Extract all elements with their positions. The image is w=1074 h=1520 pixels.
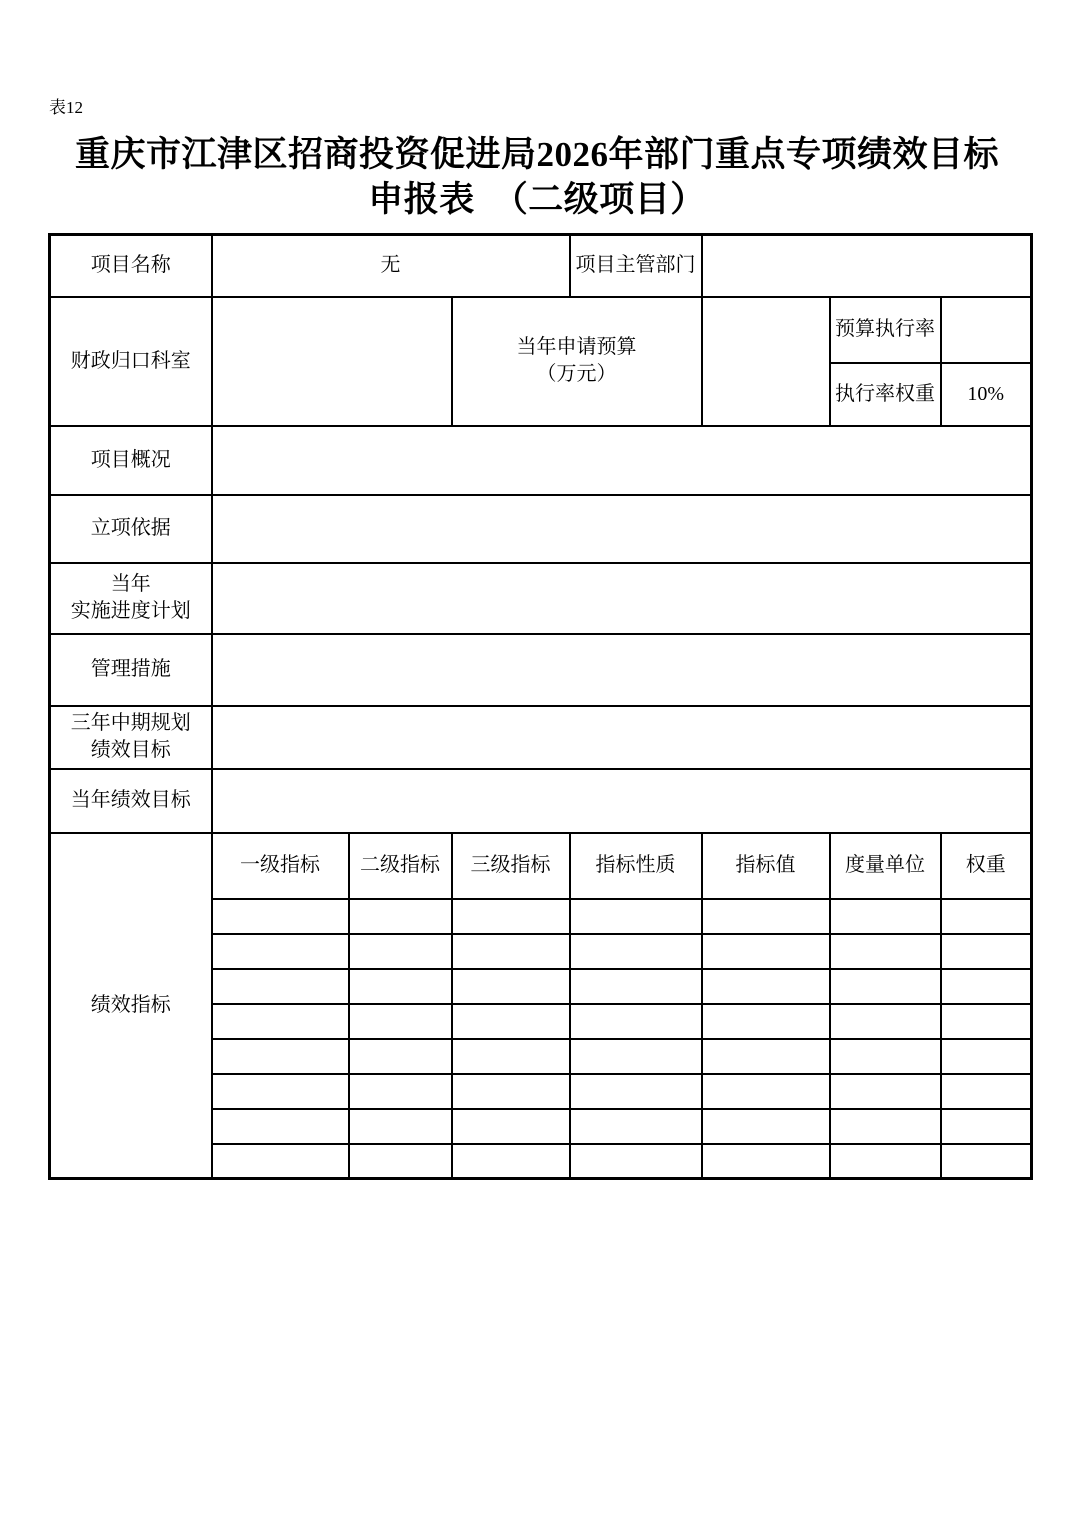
indicator-empty-cell (349, 1004, 452, 1039)
project-overview-value-cell (212, 426, 1032, 495)
annual-budget-label-line2: （万元） (536, 363, 617, 385)
indicator-empty-cell (941, 899, 1032, 934)
indicator-empty-cell (349, 1074, 452, 1109)
indicator-empty-cell (212, 1109, 349, 1144)
indicator-empty-cell (452, 899, 570, 934)
indicator-empty-cell (212, 1039, 349, 1074)
table-number-tag: 表12 (49, 98, 83, 117)
row-finance-budget-top (50, 297, 1032, 363)
indicator-empty-cell (702, 1004, 830, 1039)
indicator-empty-cell (570, 1144, 702, 1179)
annual-budget-label-line1: 当年申请预算 (516, 336, 637, 358)
indicator-col-header-level3: 三级指标 (452, 833, 570, 899)
indicator-empty-cell (941, 1109, 1032, 1144)
project-basis-value-cell (212, 495, 1032, 563)
indicator-empty-cell (830, 1074, 941, 1109)
annual-performance-goal-value-cell (212, 769, 1032, 833)
indicator-empty-cell (941, 1144, 1032, 1179)
indicator-empty-cell (452, 969, 570, 1004)
annual-budget-value-cell (702, 297, 830, 426)
indicator-empty-cell (941, 1004, 1032, 1039)
indicator-empty-cell (941, 969, 1032, 1004)
indicator-empty-cell (830, 969, 941, 1004)
supervising-department-value-cell (702, 235, 1032, 297)
row-project-overview (50, 426, 1032, 495)
row-midterm-plan-goals (50, 706, 1032, 769)
indicator-empty-cell (212, 1074, 349, 1109)
row-annual-schedule (50, 563, 1032, 634)
midterm-plan-goals-label-line1: 三年中期规划 (70, 712, 191, 734)
indicator-col-header-weight: 权重 (941, 833, 1032, 899)
document-title-line2: 申报表 （二级项目） (368, 180, 706, 219)
indicator-empty-cell (212, 1004, 349, 1039)
indicator-col-header-unit: 度量单位 (830, 833, 941, 899)
indicator-empty-cell (570, 969, 702, 1004)
supervising-department-label-cell: 项目主管部门 (570, 235, 702, 297)
indicator-empty-cell (349, 934, 452, 969)
indicator-empty-cell (452, 1004, 570, 1039)
indicator-empty-cell (452, 1109, 570, 1144)
indicator-empty-cell (212, 934, 349, 969)
indicator-col-header-value: 指标值 (702, 833, 830, 899)
indicator-col-header-level2: 二级指标 (349, 833, 452, 899)
indicator-empty-cell (349, 1109, 452, 1144)
execution-rate-weight-label-cell: 执行率权重 (830, 363, 941, 426)
indicator-empty-cell (570, 1074, 702, 1109)
project-name-value-cell: 无 (212, 235, 570, 297)
declaration-form-table (48, 233, 1033, 1180)
row-project-name (50, 235, 1032, 297)
midterm-plan-goals-value-cell (212, 706, 1032, 769)
budget-execution-rate-value-cell (941, 297, 1032, 363)
annual-schedule-label-cell (50, 563, 212, 634)
indicator-empty-cell (830, 1004, 941, 1039)
indicator-col-header-nature: 指标性质 (570, 833, 702, 899)
indicator-empty-cell (941, 934, 1032, 969)
annual-schedule-value-cell (212, 563, 1032, 634)
indicator-empty-cell (212, 1144, 349, 1179)
project-basis-label-cell: 立项依据 (50, 495, 212, 563)
indicator-empty-cell (349, 899, 452, 934)
performance-indicators-label-cell: 绩效指标 (50, 833, 212, 1179)
management-measures-value-cell (212, 634, 1032, 706)
midterm-plan-goals-label-cell (50, 706, 212, 769)
annual-performance-goal-label-cell: 当年绩效目标 (50, 769, 212, 833)
indicator-empty-cell (702, 899, 830, 934)
indicator-empty-cell (452, 934, 570, 969)
indicator-header-row (50, 833, 1032, 899)
management-measures-label-cell: 管理措施 (50, 634, 212, 706)
indicator-empty-cell (349, 1039, 452, 1074)
execution-rate-weight-value-cell: 10% (941, 363, 1032, 426)
indicator-empty-cell (830, 899, 941, 934)
finance-office-label-cell: 财政归口科室 (50, 297, 212, 426)
indicator-empty-cell (941, 1074, 1032, 1109)
annual-schedule-label-line2: 实施进度计划 (70, 600, 191, 622)
indicator-empty-cell (702, 1144, 830, 1179)
indicator-empty-cell (570, 1109, 702, 1144)
indicator-empty-cell (702, 1039, 830, 1074)
indicator-col-header-level1: 一级指标 (212, 833, 349, 899)
document-title-line1: 重庆市江津区招商投资促进局2026年部门重点专项绩效目标 (74, 135, 999, 174)
project-overview-label-cell: 项目概况 (50, 426, 212, 495)
document-title (0, 132, 1074, 222)
indicator-empty-cell (570, 934, 702, 969)
indicator-empty-cell (452, 1074, 570, 1109)
midterm-plan-goals-label-line2: 绩效目标 (90, 739, 171, 761)
annual-schedule-label-line1: 当年 (110, 573, 151, 595)
project-name-label-cell: 项目名称 (50, 235, 212, 297)
indicator-empty-cell (830, 1109, 941, 1144)
indicator-empty-cell (941, 1039, 1032, 1074)
indicator-empty-cell (349, 1144, 452, 1179)
indicator-empty-cell (830, 1039, 941, 1074)
row-project-basis (50, 495, 1032, 563)
indicator-empty-cell (702, 1074, 830, 1109)
indicator-empty-cell (212, 899, 349, 934)
indicator-empty-cell (830, 934, 941, 969)
annual-budget-label-cell (452, 297, 702, 426)
indicator-empty-cell (702, 934, 830, 969)
indicator-empty-cell (702, 1109, 830, 1144)
indicator-empty-cell (349, 969, 452, 1004)
row-annual-performance-goal (50, 769, 1032, 833)
indicator-empty-cell (570, 1004, 702, 1039)
finance-office-value-cell (212, 297, 452, 426)
indicator-empty-cell (702, 969, 830, 1004)
indicator-empty-cell (212, 969, 349, 1004)
indicator-empty-cell (452, 1144, 570, 1179)
indicator-empty-cell (570, 899, 702, 934)
indicator-empty-cell (830, 1144, 941, 1179)
indicator-empty-cell (570, 1039, 702, 1074)
row-management-measures (50, 634, 1032, 706)
indicator-empty-cell (452, 1039, 570, 1074)
budget-execution-rate-label-cell: 预算执行率 (830, 297, 941, 363)
